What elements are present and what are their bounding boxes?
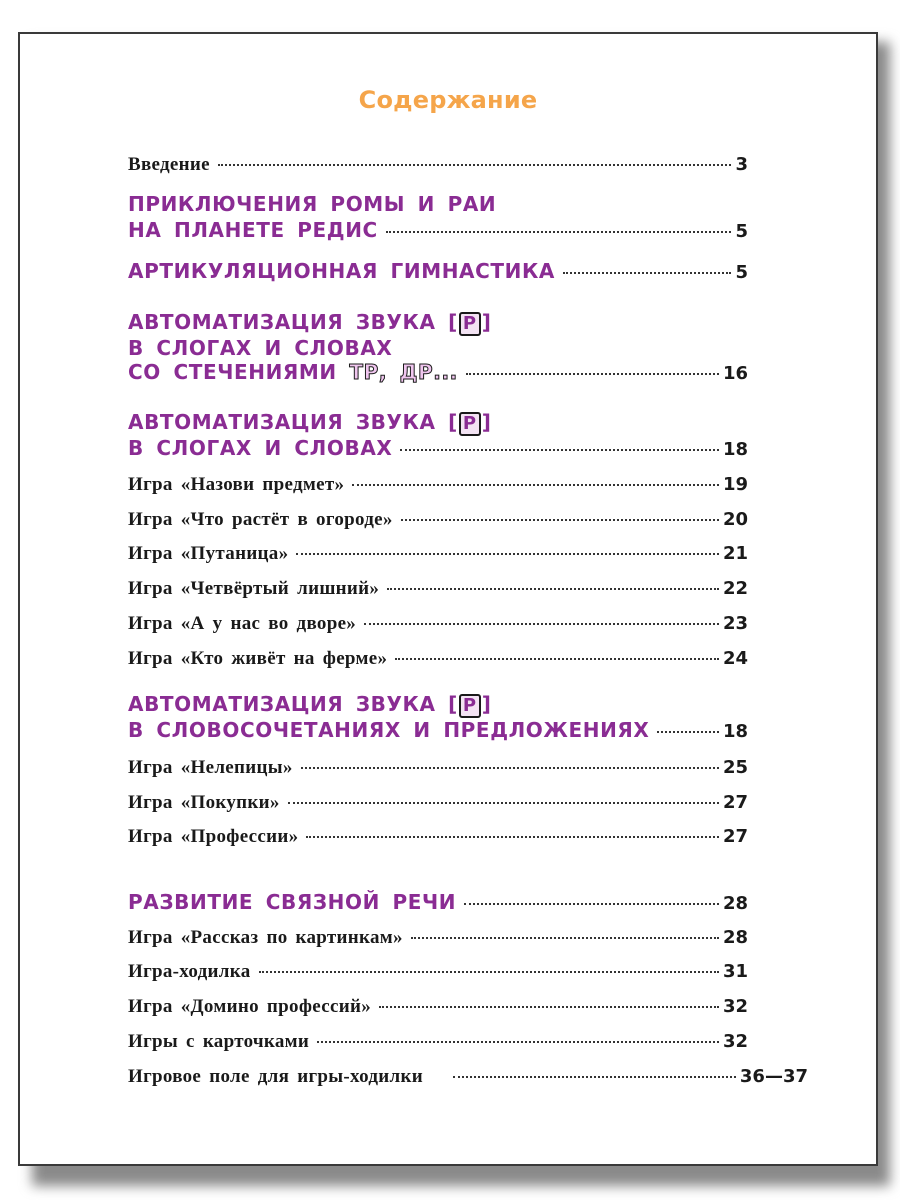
toc-entry-game[interactable] xyxy=(128,996,748,1018)
dot-leader xyxy=(288,802,719,804)
toc-heading-line2: НА ПЛАНЕТЕ РЕДИС xyxy=(128,218,378,242)
toc-page-number: 16 xyxy=(722,363,748,384)
toc-heading-line1: АВТОМАТИЗАЦИЯ ЗВУКА xyxy=(128,692,436,716)
toc-page-number: 28 xyxy=(722,893,748,914)
sound-letter-badge: Р xyxy=(459,694,481,718)
toc-heading-line2: В СЛОГАХ И СЛОВАХ xyxy=(128,436,393,460)
toc-entry-label: Игра «Нелепицы» xyxy=(128,757,293,778)
toc-heading-label: АРТИКУЛЯЦИОННАЯ ГИМНАСТИКА xyxy=(128,259,555,283)
toc-entry-label: Игра «Покупки» xyxy=(128,792,280,813)
toc-entry-label: Игра «Рассказ по картинкам» xyxy=(128,927,403,948)
toc-page-number: 5 xyxy=(735,221,748,242)
toc-entry-label: Игра «Домино профессий» xyxy=(128,996,372,1017)
toc-page-number: 19 xyxy=(722,474,748,495)
dot-leader xyxy=(466,373,719,375)
dot-leader xyxy=(400,449,718,451)
consonant-clusters: ТР, ДР... xyxy=(349,360,458,384)
book-page xyxy=(18,32,878,1166)
toc-entry-game[interactable] xyxy=(128,927,748,949)
toc-entry-game[interactable] xyxy=(128,543,748,565)
toc-entry-game[interactable] xyxy=(128,509,748,531)
toc-entry-label: Игра «Что растёт в огороде» xyxy=(128,509,393,530)
toc-entry-articulation[interactable] xyxy=(128,259,748,283)
toc-entry-automation-phrases[interactable]: АВТОМАТИЗАЦИЯ ЗВУКА [ Р ] В СЛОВОСОЧЕТАНИЯХ И ПРЕДЛОЖЕНИЯХ 18 xyxy=(128,692,748,742)
toc-entry-game[interactable] xyxy=(128,578,748,600)
toc-entry-game[interactable] xyxy=(128,826,748,848)
dot-leader xyxy=(411,937,719,939)
toc-entry-label: Игра «Назови предмет» xyxy=(128,474,345,495)
toc-page-number: 27 xyxy=(722,826,748,847)
toc-page-number: 18 xyxy=(722,439,748,460)
toc-page-number: 28 xyxy=(722,927,748,948)
toc-entry-label: Игра-ходилка xyxy=(128,961,251,982)
dot-leader xyxy=(386,231,732,233)
dot-leader xyxy=(301,767,719,769)
toc-page-number: 32 xyxy=(722,1031,748,1052)
toc-heading-line1: АВТОМАТИЗАЦИЯ ЗВУКА xyxy=(128,310,436,334)
toc-entry-label: Игра «Путаница» xyxy=(128,543,289,564)
dot-leader xyxy=(395,658,719,660)
toc-page-number: 18 xyxy=(722,721,748,742)
toc-page-number: 31 xyxy=(722,961,748,982)
toc-entry-game[interactable] xyxy=(128,1066,808,1088)
toc-entry-label: Игра «Профессии» xyxy=(128,826,299,847)
toc-entry-automation-clusters[interactable]: АВТОМАТИЗАЦИЯ ЗВУКА [ Р ] В СЛОГАХ И СЛОВАХ СО СТЕЧЕНИЯМИ ТР, ДР... 16 xyxy=(128,310,748,384)
dot-leader xyxy=(364,623,719,625)
toc-entry-label: Игра «Кто живёт на ферме» xyxy=(128,648,388,669)
toc-entry-adventures[interactable] xyxy=(128,192,748,242)
sound-letter-badge: Р xyxy=(459,412,481,436)
toc-entry-game[interactable] xyxy=(128,792,748,814)
toc-entry-intro[interactable] xyxy=(128,154,748,176)
toc-page-number: 32 xyxy=(722,996,748,1017)
toc-page-number: 25 xyxy=(722,757,748,778)
toc-entry-label: Игровое поле для игры-ходилки xyxy=(128,1066,423,1087)
toc-heading-line2: В СЛОГАХ И СЛОВАХ xyxy=(128,336,393,360)
dot-leader xyxy=(657,731,718,733)
toc-page-number: 21 xyxy=(722,543,748,564)
toc-entry-game[interactable] xyxy=(128,757,748,779)
toc-page-number: 20 xyxy=(722,509,748,530)
toc-entry-game[interactable] xyxy=(128,613,748,635)
toc-entry-game[interactable] xyxy=(128,961,748,983)
toc-heading-line3: СО СТЕЧЕНИЯМИ xyxy=(128,360,337,384)
toc-heading-line2: В СЛОВОСОЧЕТАНИЯХ И ПРЕДЛОЖЕНИЯХ xyxy=(128,718,650,742)
sound-letter-badge: Р xyxy=(459,312,481,336)
page-title: Содержание xyxy=(358,86,538,114)
toc-entry-game[interactable] xyxy=(128,1031,748,1053)
dot-leader xyxy=(401,519,719,521)
dot-leader xyxy=(218,164,732,166)
toc-entry-label: Игры с карточками xyxy=(128,1031,310,1052)
dot-leader xyxy=(306,836,718,838)
toc-entry-automation-syllables[interactable]: АВТОМАТИЗАЦИЯ ЗВУКА [ Р ] В СЛОГАХ И СЛОВАХ 18 xyxy=(128,410,748,460)
toc-entry-game[interactable] xyxy=(128,474,748,496)
dot-leader xyxy=(387,588,719,590)
toc-page-number: 36—37 xyxy=(739,1066,808,1087)
toc-entry-label: Игра «Четвёртый лишний» xyxy=(128,578,380,599)
toc-entry-speech[interactable] xyxy=(128,890,748,914)
dot-leader xyxy=(453,1076,736,1078)
toc-entry-game[interactable] xyxy=(128,648,748,670)
dot-leader xyxy=(464,903,719,905)
toc-heading-label: РАЗВИТИЕ СВЯЗНОЙ РЕЧИ xyxy=(128,890,457,914)
dot-leader xyxy=(296,553,719,555)
toc-page-number: 22 xyxy=(722,578,748,599)
dot-leader xyxy=(563,272,731,274)
toc-page-number: 27 xyxy=(722,792,748,813)
toc-entry-label: Игра «А у нас во дворе» xyxy=(128,613,357,634)
dot-leader xyxy=(259,971,719,973)
toc-page-number: 5 xyxy=(735,262,748,283)
toc-heading-line1: АВТОМАТИЗАЦИЯ ЗВУКА xyxy=(128,410,436,434)
toc-entry-label: Введение xyxy=(128,154,210,175)
dot-leader xyxy=(352,484,719,486)
toc-page-number: 23 xyxy=(722,613,748,634)
toc-heading-line1: ПРИКЛЮЧЕНИЯ РОМЫ И РАИ xyxy=(128,192,497,216)
toc-page-number: 24 xyxy=(722,648,748,669)
toc-page-number: 3 xyxy=(735,154,748,175)
dot-leader xyxy=(317,1041,719,1043)
dot-leader xyxy=(379,1006,719,1008)
